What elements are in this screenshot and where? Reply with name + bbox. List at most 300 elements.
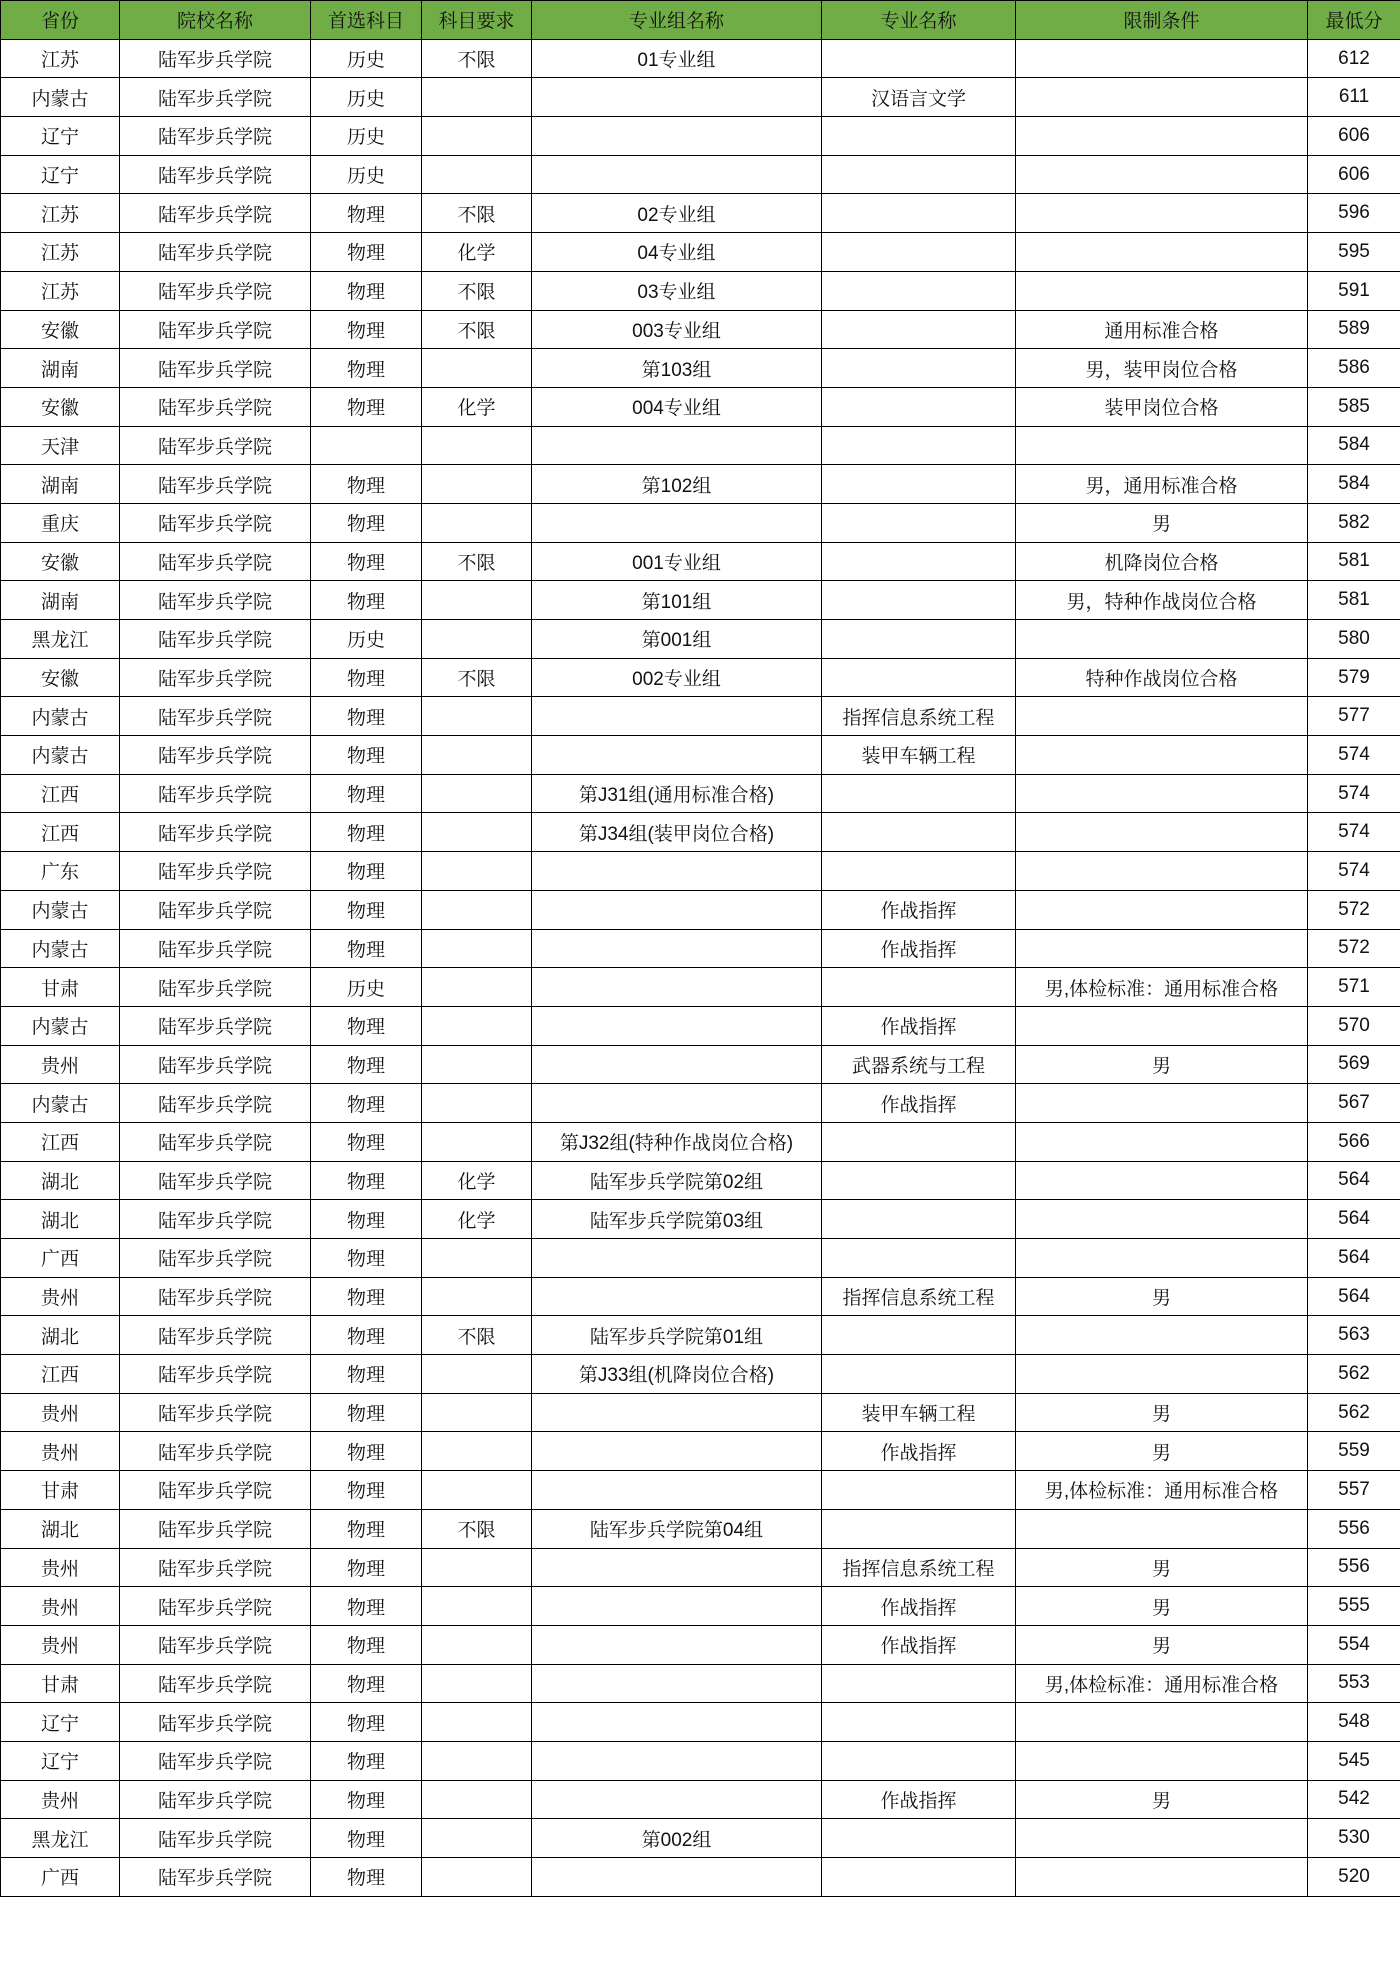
cell-group-name (532, 1084, 822, 1123)
cell-major-name (822, 1161, 1016, 1200)
cell-restriction: 男 (1016, 1587, 1308, 1626)
column-header-province: 省份 (1, 1, 120, 40)
cell-province: 黑龙江 (1, 1819, 120, 1858)
cell-min-score: 566 (1308, 1122, 1400, 1161)
cell-restriction (1016, 1200, 1308, 1239)
cell-group-name (532, 929, 822, 968)
cell-first-subject: 物理 (311, 1664, 422, 1703)
cell-subject-requirement: 化学 (422, 387, 532, 426)
table-row (1, 465, 1400, 504)
cell-group-name: 001专业组 (532, 542, 822, 581)
cell-min-score: 584 (1308, 426, 1400, 465)
cell-province: 湖北 (1, 1161, 120, 1200)
cell-min-score: 564 (1308, 1239, 1400, 1278)
cell-group-name (532, 1471, 822, 1510)
table-row (1, 852, 1400, 891)
cell-first-subject: 物理 (311, 1548, 422, 1587)
cell-group-name (532, 1587, 822, 1626)
cell-min-score: 574 (1308, 852, 1400, 891)
cell-major-name: 汉语言文学 (822, 78, 1016, 117)
cell-major-name (822, 1858, 1016, 1897)
cell-min-score: 567 (1308, 1084, 1400, 1123)
cell-major-name (822, 503, 1016, 542)
cell-province: 黑龙江 (1, 620, 120, 659)
cell-group-name: 第J31组(通用标准合格) (532, 774, 822, 813)
cell-restriction (1016, 1122, 1308, 1161)
cell-min-score: 582 (1308, 503, 1400, 542)
cell-major-name (822, 194, 1016, 233)
cell-min-score: 564 (1308, 1200, 1400, 1239)
cell-subject-requirement: 化学 (422, 233, 532, 272)
cell-subject-requirement (422, 890, 532, 929)
cell-group-name (532, 1045, 822, 1084)
cell-major-name (822, 581, 1016, 620)
cell-first-subject: 物理 (311, 1316, 422, 1355)
cell-first-subject: 物理 (311, 813, 422, 852)
cell-group-name (532, 1277, 822, 1316)
cell-subject-requirement (422, 1587, 532, 1626)
cell-min-score: 542 (1308, 1780, 1400, 1819)
cell-group-name (532, 1239, 822, 1278)
cell-province: 贵州 (1, 1625, 120, 1664)
cell-province: 甘肃 (1, 1664, 120, 1703)
cell-restriction (1016, 117, 1308, 156)
cell-group-name: 第J32组(特种作战岗位合格) (532, 1122, 822, 1161)
cell-subject-requirement (422, 1006, 532, 1045)
cell-first-subject: 物理 (311, 310, 422, 349)
cell-major-name: 指挥信息系统工程 (822, 697, 1016, 736)
cell-first-subject: 物理 (311, 1006, 422, 1045)
cell-first-subject: 物理 (311, 1277, 422, 1316)
cell-first-subject: 物理 (311, 658, 422, 697)
cell-subject-requirement (422, 620, 532, 659)
table-row (1, 1858, 1400, 1897)
cell-province: 安徽 (1, 542, 120, 581)
cell-first-subject: 物理 (311, 697, 422, 736)
cell-school: 陆军步兵学院 (120, 697, 311, 736)
cell-subject-requirement (422, 968, 532, 1007)
cell-first-subject: 物理 (311, 1239, 422, 1278)
cell-province: 湖北 (1, 1509, 120, 1548)
cell-first-subject: 物理 (311, 542, 422, 581)
cell-major-name: 作战指挥 (822, 1587, 1016, 1626)
cell-group-name: 第J33组(机降岗位合格) (532, 1355, 822, 1394)
cell-restriction (1016, 774, 1308, 813)
cell-subject-requirement (422, 1084, 532, 1123)
cell-major-name (822, 1200, 1016, 1239)
cell-major-name: 作战指挥 (822, 1006, 1016, 1045)
table-row (1, 542, 1400, 581)
cell-min-score: 554 (1308, 1625, 1400, 1664)
table-row (1, 1703, 1400, 1742)
cell-restriction (1016, 426, 1308, 465)
cell-province: 江苏 (1, 271, 120, 310)
cell-first-subject: 历史 (311, 968, 422, 1007)
cell-school: 陆军步兵学院 (120, 426, 311, 465)
table-row (1, 271, 1400, 310)
cell-restriction: 男 (1016, 1432, 1308, 1471)
cell-restriction: 男 (1016, 1393, 1308, 1432)
cell-school: 陆军步兵学院 (120, 542, 311, 581)
cell-group-name (532, 1432, 822, 1471)
cell-subject-requirement: 不限 (422, 658, 532, 697)
table-row (1, 233, 1400, 272)
cell-school: 陆军步兵学院 (120, 387, 311, 426)
cell-min-score: 571 (1308, 968, 1400, 1007)
cell-major-name: 指挥信息系统工程 (822, 1548, 1016, 1587)
cell-province: 甘肃 (1, 968, 120, 1007)
cell-first-subject: 物理 (311, 1122, 422, 1161)
cell-province: 湖南 (1, 465, 120, 504)
cell-school: 陆军步兵学院 (120, 1587, 311, 1626)
cell-min-score: 564 (1308, 1161, 1400, 1200)
cell-subject-requirement (422, 929, 532, 968)
table-row (1, 1509, 1400, 1548)
table-row (1, 310, 1400, 349)
cell-subject-requirement (422, 78, 532, 117)
cell-restriction (1016, 1819, 1308, 1858)
table-row (1, 1355, 1400, 1394)
cell-first-subject: 物理 (311, 1084, 422, 1123)
cell-major-name (822, 1239, 1016, 1278)
cell-major-name (822, 1703, 1016, 1742)
cell-province: 安徽 (1, 658, 120, 697)
cell-min-score: 562 (1308, 1393, 1400, 1432)
cell-restriction: 男，装甲岗位合格 (1016, 349, 1308, 388)
column-header-major-name: 专业名称 (822, 1, 1016, 40)
cell-subject-requirement (422, 1393, 532, 1432)
cell-first-subject: 物理 (311, 1200, 422, 1239)
cell-province: 内蒙古 (1, 1006, 120, 1045)
table-row (1, 155, 1400, 194)
cell-province: 湖南 (1, 581, 120, 620)
cell-first-subject: 物理 (311, 1587, 422, 1626)
cell-group-name: 陆军步兵学院第01组 (532, 1316, 822, 1355)
cell-school: 陆军步兵学院 (120, 1277, 311, 1316)
cell-province: 广东 (1, 852, 120, 891)
cell-first-subject: 物理 (311, 1161, 422, 1200)
cell-province: 安徽 (1, 387, 120, 426)
cell-first-subject: 物理 (311, 1819, 422, 1858)
cell-min-score: 553 (1308, 1664, 1400, 1703)
cell-subject-requirement (422, 349, 532, 388)
cell-subject-requirement: 不限 (422, 194, 532, 233)
cell-group-name (532, 1780, 822, 1819)
cell-province: 广西 (1, 1239, 120, 1278)
cell-first-subject: 物理 (311, 1703, 422, 1742)
table-row (1, 1084, 1400, 1123)
cell-province: 江西 (1, 1355, 120, 1394)
cell-first-subject: 历史 (311, 78, 422, 117)
table-row (1, 1200, 1400, 1239)
cell-restriction (1016, 194, 1308, 233)
cell-subject-requirement: 化学 (422, 1200, 532, 1239)
table-row (1, 1122, 1400, 1161)
cell-major-name: 装甲车辆工程 (822, 736, 1016, 775)
cell-group-name (532, 1393, 822, 1432)
cell-restriction (1016, 271, 1308, 310)
table-row (1, 1741, 1400, 1780)
cell-major-name: 装甲车辆工程 (822, 1393, 1016, 1432)
cell-school: 陆军步兵学院 (120, 852, 311, 891)
cell-major-name (822, 1741, 1016, 1780)
cell-min-score: 612 (1308, 39, 1400, 78)
cell-major-name (822, 1819, 1016, 1858)
cell-province: 内蒙古 (1, 697, 120, 736)
cell-school: 陆军步兵学院 (120, 1741, 311, 1780)
cell-restriction: 男,体检标准：通用标准合格 (1016, 968, 1308, 1007)
cell-min-score: 562 (1308, 1355, 1400, 1394)
cell-province: 江西 (1, 813, 120, 852)
cell-min-score: 559 (1308, 1432, 1400, 1471)
cell-major-name (822, 1316, 1016, 1355)
cell-school: 陆军步兵学院 (120, 620, 311, 659)
table-row (1, 1277, 1400, 1316)
cell-first-subject: 物理 (311, 1741, 422, 1780)
cell-first-subject: 物理 (311, 349, 422, 388)
cell-province: 安徽 (1, 310, 120, 349)
cell-min-score: 530 (1308, 1819, 1400, 1858)
cell-restriction (1016, 155, 1308, 194)
cell-min-score: 556 (1308, 1548, 1400, 1587)
cell-major-name (822, 155, 1016, 194)
column-header-group-name: 专业组名称 (532, 1, 822, 40)
cell-restriction: 男,体检标准：通用标准合格 (1016, 1471, 1308, 1510)
column-header-restriction: 限制条件 (1016, 1, 1308, 40)
cell-subject-requirement (422, 736, 532, 775)
table-row (1, 1625, 1400, 1664)
cell-province: 内蒙古 (1, 736, 120, 775)
cell-restriction: 男 (1016, 1548, 1308, 1587)
table-row (1, 736, 1400, 775)
cell-restriction (1016, 1741, 1308, 1780)
cell-min-score: 606 (1308, 155, 1400, 194)
cell-first-subject: 历史 (311, 117, 422, 156)
cell-school: 陆军步兵学院 (120, 581, 311, 620)
table-row (1, 1587, 1400, 1626)
cell-school: 陆军步兵学院 (120, 1122, 311, 1161)
cell-group-name: 03专业组 (532, 271, 822, 310)
table-row (1, 39, 1400, 78)
cell-school: 陆军步兵学院 (120, 1625, 311, 1664)
cell-restriction (1016, 1703, 1308, 1742)
cell-subject-requirement (422, 581, 532, 620)
cell-subject-requirement (422, 697, 532, 736)
table-row (1, 1664, 1400, 1703)
cell-school: 陆军步兵学院 (120, 1548, 311, 1587)
cell-subject-requirement (422, 1355, 532, 1394)
cell-restriction: 通用标准合格 (1016, 310, 1308, 349)
table-row (1, 349, 1400, 388)
cell-group-name: 第J34组(装甲岗位合格) (532, 813, 822, 852)
cell-major-name (822, 774, 1016, 813)
cell-group-name (532, 1741, 822, 1780)
cell-group-name (532, 1858, 822, 1897)
cell-school: 陆军步兵学院 (120, 1432, 311, 1471)
cell-school: 陆军步兵学院 (120, 349, 311, 388)
cell-first-subject: 物理 (311, 1509, 422, 1548)
cell-major-name (822, 542, 1016, 581)
cell-major-name (822, 968, 1016, 1007)
cell-first-subject: 物理 (311, 890, 422, 929)
cell-first-subject: 历史 (311, 620, 422, 659)
table-row (1, 774, 1400, 813)
cell-min-score: 548 (1308, 1703, 1400, 1742)
cell-restriction (1016, 1355, 1308, 1394)
cell-subject-requirement (422, 1471, 532, 1510)
cell-restriction (1016, 1858, 1308, 1897)
table-row (1, 581, 1400, 620)
cell-subject-requirement (422, 155, 532, 194)
cell-province: 江西 (1, 774, 120, 813)
cell-first-subject: 物理 (311, 233, 422, 272)
cell-first-subject: 物理 (311, 1432, 422, 1471)
cell-min-score: 611 (1308, 78, 1400, 117)
cell-first-subject: 物理 (311, 271, 422, 310)
cell-province: 湖北 (1, 1316, 120, 1355)
cell-min-score: 591 (1308, 271, 1400, 310)
cell-restriction (1016, 1316, 1308, 1355)
cell-first-subject: 物理 (311, 503, 422, 542)
cell-min-score: 520 (1308, 1858, 1400, 1897)
cell-restriction: 男 (1016, 1277, 1308, 1316)
table-row (1, 813, 1400, 852)
cell-subject-requirement (422, 1548, 532, 1587)
cell-subject-requirement (422, 1858, 532, 1897)
cell-min-score: 589 (1308, 310, 1400, 349)
cell-subject-requirement (422, 503, 532, 542)
cell-restriction: 男 (1016, 1625, 1308, 1664)
cell-group-name (532, 1548, 822, 1587)
cell-school: 陆军步兵学院 (120, 117, 311, 156)
cell-restriction: 男,体检标准：通用标准合格 (1016, 1664, 1308, 1703)
cell-group-name: 01专业组 (532, 39, 822, 78)
table-row (1, 117, 1400, 156)
cell-min-score: 581 (1308, 542, 1400, 581)
cell-province: 江西 (1, 1122, 120, 1161)
table-row (1, 1239, 1400, 1278)
cell-min-score: 574 (1308, 813, 1400, 852)
table-row (1, 1393, 1400, 1432)
cell-major-name: 武器系统与工程 (822, 1045, 1016, 1084)
cell-group-name: 陆军步兵学院第03组 (532, 1200, 822, 1239)
table-row (1, 1161, 1400, 1200)
cell-first-subject: 物理 (311, 774, 422, 813)
cell-school: 陆军步兵学院 (120, 813, 311, 852)
cell-restriction: 机降岗位合格 (1016, 542, 1308, 581)
cell-first-subject: 物理 (311, 194, 422, 233)
cell-province: 江苏 (1, 194, 120, 233)
cell-subject-requirement (422, 1819, 532, 1858)
column-header-min-score: 最低分 (1308, 1, 1400, 40)
cell-subject-requirement: 不限 (422, 542, 532, 581)
cell-school: 陆军步兵学院 (120, 929, 311, 968)
cell-min-score: 564 (1308, 1277, 1400, 1316)
cell-province: 贵州 (1, 1587, 120, 1626)
cell-subject-requirement: 不限 (422, 310, 532, 349)
table-row (1, 1548, 1400, 1587)
cell-subject-requirement (422, 852, 532, 891)
cell-first-subject (311, 426, 422, 465)
cell-min-score: 563 (1308, 1316, 1400, 1355)
cell-min-score: 555 (1308, 1587, 1400, 1626)
cell-major-name (822, 1509, 1016, 1548)
cell-group-name: 04专业组 (532, 233, 822, 272)
cell-subject-requirement: 不限 (422, 1316, 532, 1355)
cell-group-name: 02专业组 (532, 194, 822, 233)
cell-group-name: 第101组 (532, 581, 822, 620)
table-row (1, 1780, 1400, 1819)
cell-province: 辽宁 (1, 155, 120, 194)
cell-restriction (1016, 813, 1308, 852)
cell-restriction: 装甲岗位合格 (1016, 387, 1308, 426)
cell-restriction (1016, 1239, 1308, 1278)
cell-school: 陆军步兵学院 (120, 233, 311, 272)
cell-restriction (1016, 39, 1308, 78)
cell-min-score: 572 (1308, 929, 1400, 968)
cell-min-score: 545 (1308, 1741, 1400, 1780)
table-row (1, 1432, 1400, 1471)
table-row (1, 503, 1400, 542)
cell-group-name (532, 1664, 822, 1703)
table-row (1, 968, 1400, 1007)
cell-major-name (822, 349, 1016, 388)
cell-school: 陆军步兵学院 (120, 155, 311, 194)
column-header-first-subject: 首选科目 (311, 1, 422, 40)
cell-min-score: 579 (1308, 658, 1400, 697)
cell-major-name (822, 852, 1016, 891)
cell-school: 陆军步兵学院 (120, 736, 311, 775)
cell-group-name (532, 1703, 822, 1742)
cell-school: 陆军步兵学院 (120, 890, 311, 929)
cell-subject-requirement: 化学 (422, 1161, 532, 1200)
cell-major-name (822, 39, 1016, 78)
cell-group-name: 004专业组 (532, 387, 822, 426)
cell-group-name (532, 78, 822, 117)
cell-subject-requirement (422, 117, 532, 156)
cell-first-subject: 物理 (311, 1355, 422, 1394)
cell-first-subject: 物理 (311, 1471, 422, 1510)
cell-min-score: 557 (1308, 1471, 1400, 1510)
cell-first-subject: 物理 (311, 1045, 422, 1084)
cell-major-name: 作战指挥 (822, 1625, 1016, 1664)
cell-school: 陆军步兵学院 (120, 1161, 311, 1200)
cell-restriction (1016, 78, 1308, 117)
cell-restriction (1016, 1509, 1308, 1548)
cell-first-subject: 物理 (311, 581, 422, 620)
cell-group-name: 第001组 (532, 620, 822, 659)
cell-subject-requirement (422, 1780, 532, 1819)
cell-major-name (822, 233, 1016, 272)
cell-province: 辽宁 (1, 117, 120, 156)
cell-group-name (532, 426, 822, 465)
cell-min-score: 580 (1308, 620, 1400, 659)
cell-province: 重庆 (1, 503, 120, 542)
cell-first-subject: 物理 (311, 1625, 422, 1664)
cell-group-name (532, 1625, 822, 1664)
cell-group-name: 第103组 (532, 349, 822, 388)
cell-first-subject: 物理 (311, 387, 422, 426)
table-row (1, 1045, 1400, 1084)
cell-major-name: 作战指挥 (822, 1084, 1016, 1123)
cell-major-name (822, 620, 1016, 659)
cell-first-subject: 物理 (311, 852, 422, 891)
cell-school: 陆军步兵学院 (120, 1355, 311, 1394)
cell-subject-requirement (422, 1122, 532, 1161)
cell-province: 贵州 (1, 1548, 120, 1587)
cell-group-name: 第002组 (532, 1819, 822, 1858)
cell-first-subject: 物理 (311, 1393, 422, 1432)
